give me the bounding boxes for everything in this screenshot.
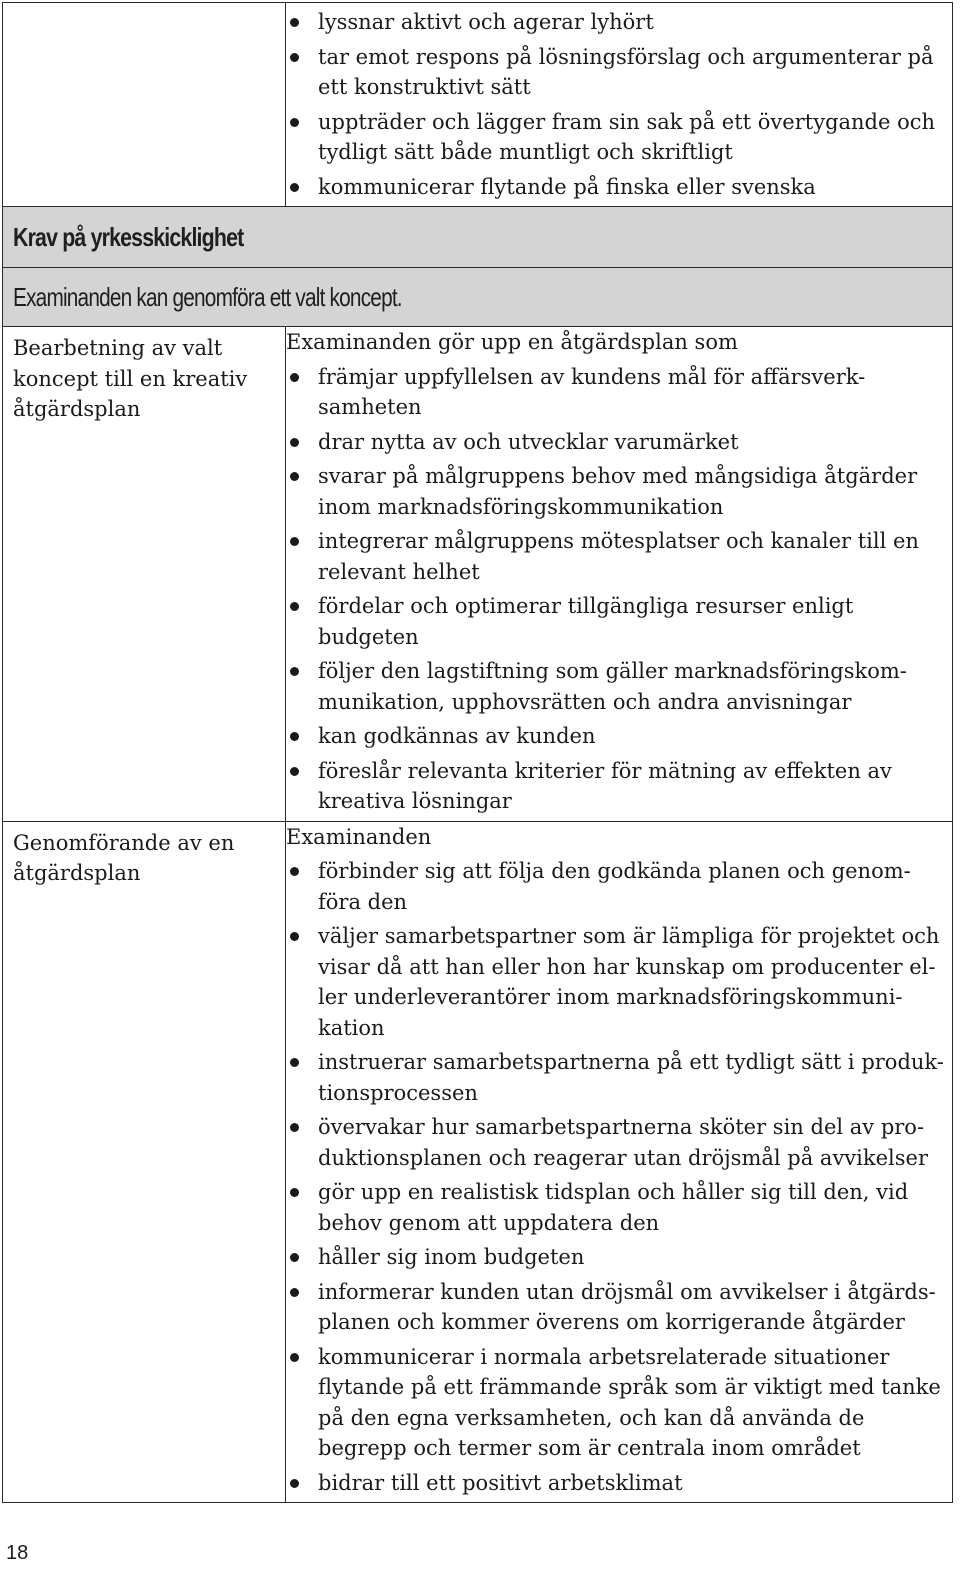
list-item: övervakar hur samarbetspartnerna sköter sin del av pro-duktionsplanen och reagerar utan dröjsmål på avvikelser	[286, 1112, 952, 1173]
row-list	[286, 362, 952, 817]
subheading-row	[3, 268, 953, 327]
list-item: svarar på målgruppens behov med mångsidiga åtgärder inom marknadsföringskommunikation	[286, 461, 952, 522]
list-item: håller sig inom budgeten	[286, 1242, 952, 1273]
section-heading: Krav på yrkesskicklighet	[13, 221, 244, 252]
row-label: Genomförande av en åtgärdsplan	[13, 830, 235, 885]
list-item: bidrar till ett positivt arbetsklimat	[286, 1468, 952, 1499]
page-number: 18	[6, 1542, 29, 1564]
list-item: uppträder och lägger fram sin sak på ett övertygande och tydligt sätt både muntligt och skriftligt	[286, 107, 952, 168]
top-row	[3, 3, 953, 207]
row-label-cell	[3, 821, 286, 1503]
row-content-cell	[286, 327, 953, 822]
row-label-cell	[3, 327, 286, 822]
list-item: föreslår relevanta kriterier för mätning av effekten av kreativa lösningar	[286, 756, 952, 817]
criteria-row-planning	[3, 327, 953, 822]
list-item: tar emot respons på lösningsförslag och argumenterar på ett konstruktivt sätt	[286, 42, 952, 103]
list-item: kan godkännas av kunden	[286, 721, 952, 752]
row-intro: Examinanden gör upp en åtgärdsplan som	[286, 330, 738, 354]
heading-cell	[3, 207, 953, 268]
list-item: informerar kunden utan dröjsmål om avvikelser i åtgärds-planen och kommer överens om korrigerande åtgärder	[286, 1277, 952, 1338]
list-item: främjar uppfyllelsen av kundens mål för affärsverk-samheten	[286, 362, 952, 423]
heading-row	[3, 207, 953, 268]
top-row-list	[286, 7, 952, 202]
list-item: lyssnar aktivt och agerar lyhört	[286, 7, 952, 38]
top-row-label-cell	[3, 3, 286, 207]
row-list	[286, 856, 952, 1498]
top-row-content-cell	[286, 3, 953, 207]
criteria-table	[2, 2, 953, 1503]
criteria-row-execution	[3, 821, 953, 1503]
list-item: följer den lagstiftning som gäller marknadsföringskom-munikation, upphovsrätten och andra anvisningar	[286, 656, 952, 717]
list-item: väljer samarbetspartner som är lämpliga för projektet och visar då att han eller hon har kunskap om producenter el-ler underleverantörer inom marknadsföringskommuni-kation	[286, 921, 952, 1043]
row-intro: Examinanden	[286, 824, 432, 849]
section-subheading: Examinanden kan genomföra ett valt koncept.	[13, 281, 402, 312]
list-item: integrerar målgruppens mötesplatser och kanaler till en relevant helhet	[286, 526, 952, 587]
list-item: fördelar och optimerar tillgängliga resurser enligt budgeten	[286, 591, 952, 652]
list-item: drar nytta av och utvecklar varumärket	[286, 427, 952, 458]
list-item: kommunicerar flytande på finska eller svenska	[286, 172, 952, 203]
row-content-cell	[286, 821, 953, 1503]
row-label: Bearbetning av valt koncept till en kreativ åtgärdsplan	[13, 336, 248, 421]
subheading-cell	[3, 268, 953, 327]
list-item: förbinder sig att följa den godkända planen och genom-föra den	[286, 856, 952, 917]
list-item: kommunicerar i normala arbetsrelaterade situationer flytande på ett främmande språk som är viktigt med tanke på den egna verksamheten, och kan då använda de begrepp och termer som är centrala inom området	[286, 1342, 952, 1464]
list-item: instruerar samarbetspartnerna på ett tydligt sätt i produk-tionsprocessen	[286, 1047, 952, 1108]
list-item: gör upp en realistisk tidsplan och håller sig till den, vid behov genom att uppdatera den	[286, 1177, 952, 1238]
